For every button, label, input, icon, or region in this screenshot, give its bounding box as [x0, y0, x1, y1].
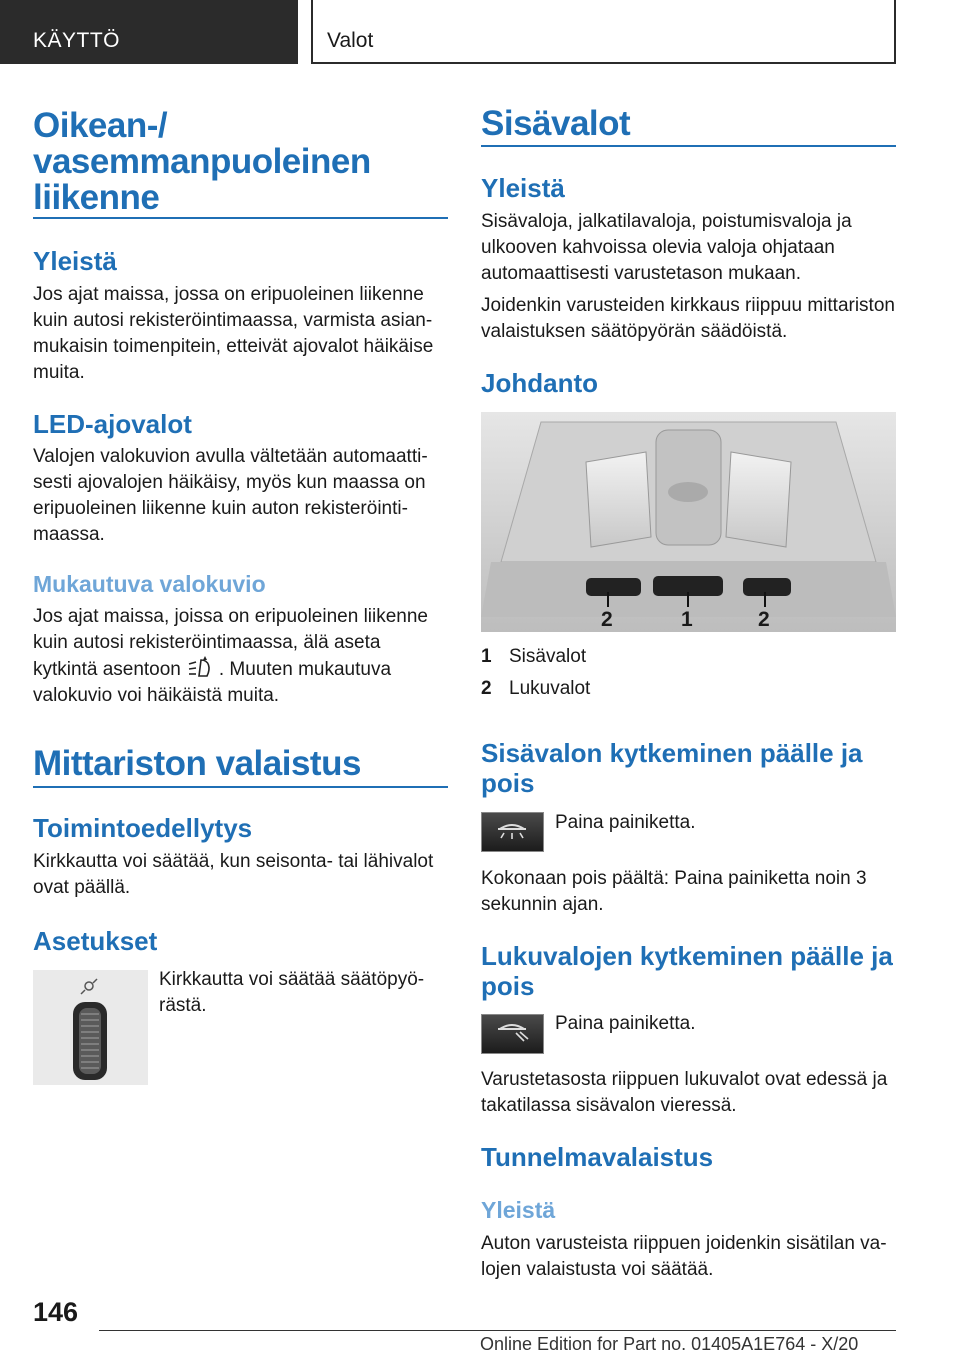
- heading-switch-reading: Lukuvalojen kytkeminen päälle ja pois: [481, 941, 893, 1001]
- paragraph-led: Valojen valokuvion avulla vältetään automaattisesti ajovalojen häikäisy, myös kun maassa on eripuoleinen liikenne kuin auton rekisteröintimaassa.: [33, 446, 428, 545]
- heading-ambient: Tunnelmavalaistus: [481, 1142, 714, 1172]
- paragraph-general-right-1: Sisävaloja, jalkatilavaloja, poistumisvaloja ja ulkooven kahvoissa olevia valoja ohjataan automaattisesti varustetason mukaan.: [481, 211, 852, 284]
- overhead-console-image: [481, 412, 896, 632]
- reading-light-icon: [482, 1015, 543, 1053]
- heading-rule: [33, 786, 448, 788]
- legend-number-1: 1: [481, 646, 492, 667]
- figure-label-center: 1: [681, 608, 693, 631]
- paragraph-general-left: Jos ajat maissa, jossa on eripuoleinen liikenne kuin autosi rekisteröintimaassa, varmista asianmukaisin toimenpitein, etteivät ajovalot häikäise muita.: [33, 284, 434, 383]
- paragraph-press-2: Paina painiketta.: [555, 1013, 696, 1034]
- edition-text: Online Edition for Part no. 01405A1E764 - X/20: [480, 1334, 859, 1354]
- heading-traffic: Oikean-/ vasemmanpuoleinen liikenne: [33, 106, 371, 217]
- heading-ambient-general: Yleistä: [481, 1197, 556, 1223]
- section-label: KÄYTTÖ: [33, 29, 121, 52]
- heading-adaptive: Mukautuva valokuvio: [33, 571, 266, 597]
- adaptive-light-icon: [187, 656, 213, 680]
- page-number: 146: [33, 1297, 79, 1327]
- paragraph-reading: Varustetasosta riippuen lukuvalot ovat edessä ja takatilassa sisävalon vieressä.: [481, 1069, 888, 1116]
- paragraph-press-1: Paina painiketta.: [555, 812, 696, 833]
- heading-rule: [33, 217, 448, 219]
- thumbwheel-image: [33, 970, 148, 1085]
- legend-text-1: Sisävalot: [509, 646, 587, 667]
- heading-general-left: Yleistä: [33, 246, 117, 276]
- heading-led: LED-ajovalot: [33, 409, 192, 439]
- heading-switch-interior: Sisävalon kytkeminen päälle ja pois: [481, 738, 863, 798]
- interior-light-icon: [482, 813, 543, 851]
- heading-settings: Asetukset: [33, 926, 158, 956]
- heading-intro: Johdanto: [481, 368, 598, 398]
- paragraph-settings: Kirkkautta voi säätää säätöpyörästä.: [159, 969, 425, 1016]
- paragraph-adaptive: [33, 604, 448, 709]
- paragraph-precondition: Kirkkautta voi säätää, kun seisonta- tai lähivalot ovat päällä.: [33, 851, 434, 898]
- figure-label-left: 2: [601, 608, 613, 631]
- paragraph-general-right-2: Joidenkin varusteiden kirkkaus riippuu mittariston valaistuksen säätöpyörän säädöistä.: [481, 295, 895, 342]
- legend-text-2: Lukuvalot: [509, 678, 591, 699]
- figure-label-right: 2: [758, 608, 770, 631]
- footer-rule: [99, 1330, 896, 1331]
- reading-light-button-image: [481, 1014, 544, 1054]
- chapter-tab: [311, 0, 896, 64]
- heading-rule: [481, 145, 896, 147]
- heading-precondition: Toimintoedellytys: [33, 813, 253, 843]
- heading-instrument: Mittariston valaistus: [33, 744, 361, 783]
- paragraph-off: Kokonaan pois päältä: Paina painiketta noin 3 sekunnin ajan.: [481, 868, 867, 915]
- heading-general-right: Yleistä: [481, 173, 565, 203]
- overhead-console-icon: [481, 412, 896, 632]
- chapter-label: Valot: [327, 29, 374, 52]
- paragraph-ambient: Auton varusteista riippuen joidenkin sisätilan valojen valaistusta voi säätää.: [481, 1233, 887, 1280]
- heading-interior: Sisävalot: [481, 104, 631, 143]
- section-tab: [0, 0, 298, 64]
- interior-light-button-image: [481, 812, 544, 852]
- paragraph-adaptive-part2: . Muuten mukautuva valokuvio voi häikäistä muita.: [33, 659, 392, 706]
- legend-number-2: 2: [481, 678, 492, 699]
- thumbwheel-icon: [33, 970, 148, 1085]
- paragraph-adaptive-part1: Jos ajat maissa, joissa on eripuoleinen liikenne kuin autosi rekisteröintimaassa, älä aseta kytkintä asentoon: [33, 606, 429, 680]
